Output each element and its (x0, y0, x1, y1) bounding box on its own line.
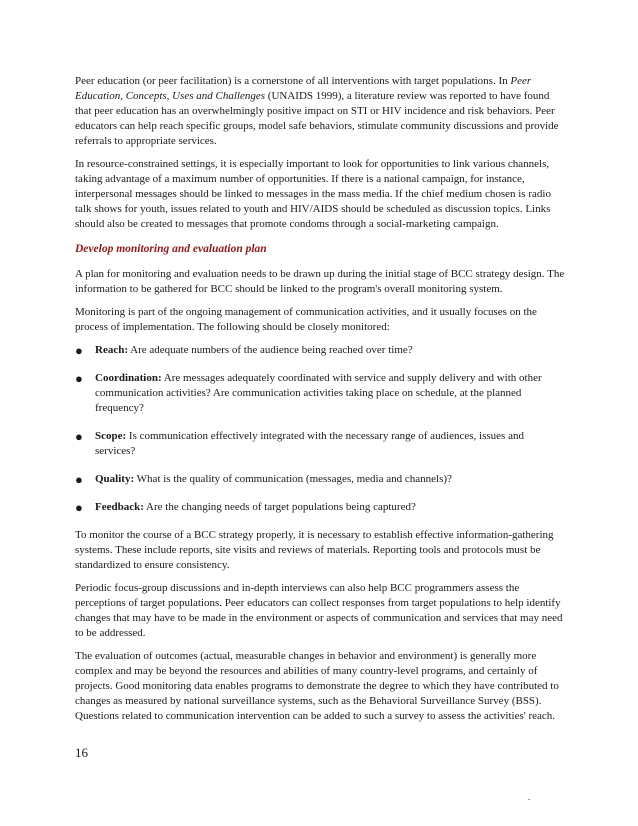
section-heading: Develop monitoring and evaluation plan (75, 243, 267, 255)
paragraph-focus-groups: Periodic focus-group discussions and in-depth interviews can also help BCC programmers assess the perceptions of target populations. Peer educators can collect responses from target populations to help identify changes that may have to be made in the environment or aspects of communication and services that may need to be addressed. (75, 582, 563, 639)
list-item (75, 472, 565, 487)
list-item (75, 429, 565, 459)
monitoring-list (75, 343, 565, 515)
item-text: Are the changing needs of target populations being captured? (143, 501, 416, 513)
item-label: Feedback: (95, 501, 144, 513)
text-run: (UNAIDS 1999), a literature review was reported to have found that peer education has an overwhelmingly positive impact on STI or HIV incidence and risk behaviors. Peer educators can help reach specific groups, model safe behaviors, stimulate community discussions and provide referrals to appropriate services. (75, 90, 559, 147)
publication-title: Peer Education, Concepts, Uses and Challenges (75, 75, 532, 102)
paragraph-evaluation: The evaluation of outcomes (actual, measurable changes in behavior and environment) is generally more complex and may be beyond the resources and abilities of many country-level programs, and certainly of projects. Good monitoring data enables programs to demonstrate the degree to which they have contributed to changes as measured by national surveillance systems, such as the Behavioral Surveillance Survey (BSS). Questions related to communication intervention can be added to such a survey to assess the activities' reach. (75, 650, 559, 722)
item-text: What is the quality of communication (messages, media and channels)? (134, 473, 452, 485)
footer-mark: . (528, 792, 531, 802)
item-label: Scope: (95, 430, 127, 442)
bullet-icon: ● (75, 371, 83, 386)
item-label: Quality: (95, 473, 135, 485)
paragraph-plan: A plan for monitoring and evaluation needs to be drawn up during the initial stage of BCC strategy design. The information to be gathered for BCC should be linked to the program's overall monitoring system. (75, 268, 565, 295)
list-item (75, 343, 565, 358)
item-text: Are messages adequately coordinated with service and supply delivery and with other communication activities? Are communication activities taking place on schedule, at the planned frequency? (95, 372, 542, 414)
item-text: Is communication effectively integrated with the necessary range of audiences, issues and services? (95, 430, 524, 457)
page-number: 16 (75, 745, 88, 760)
text-run: Peer education (or peer facilitation) is a cornerstone of all interventions with target populations. In (75, 75, 511, 87)
paragraph-information-systems: To monitor the course of a BCC strategy properly, it is necessary to establish effective information-gathering systems. These include reports, site visits and reviews of materials. Reporting tools and protocols must be standardized to ensure consistency. (75, 529, 554, 571)
paragraph-monitoring: Monitoring is part of the ongoing management of communication activities, and it usually focuses on the process of implementation. The following should be closely monitored: (75, 306, 537, 333)
list-item (75, 371, 565, 416)
item-text: Are adequate numbers of the audience being reached over time? (128, 344, 413, 356)
bullet-icon: ● (75, 500, 83, 515)
paragraph-link-channels: In resource-constrained settings, it is especially important to look for opportunities to link various channels, taking advantage of a maximum number of opportunities. If there is a national campaign, for instance, interpersonal messages should be linked to messages in the mass media. If the chief medium chosen is radio talk shows for youth, issues related to youth and HIV/AIDS should be scheduled as discussion topics. Links should also be created to messages that promote condoms through a social-marketing campaign. (75, 158, 551, 230)
document-body (75, 74, 565, 732)
bullet-icon: ● (75, 429, 83, 444)
bullet-icon: ● (75, 472, 83, 487)
item-label: Coordination: (95, 372, 162, 384)
bullet-icon: ● (75, 343, 83, 358)
item-label: Reach: (95, 344, 128, 356)
paragraph-peer-education (75, 74, 565, 149)
list-item (75, 500, 565, 515)
